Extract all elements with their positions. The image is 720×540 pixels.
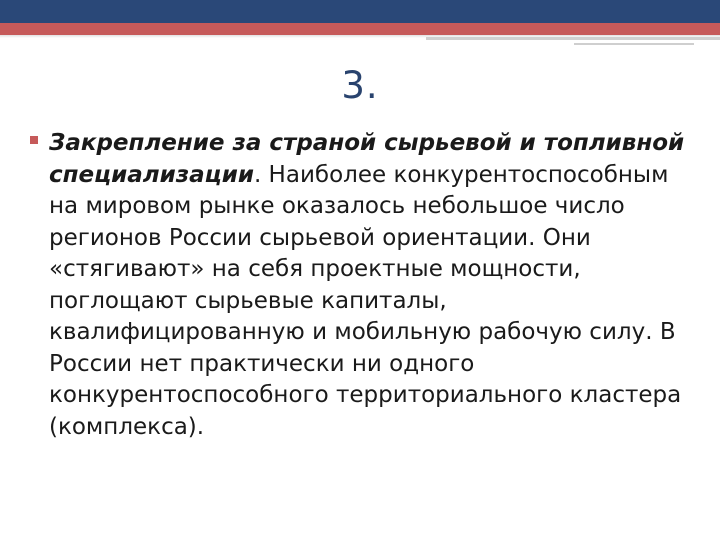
accent-stripe xyxy=(0,23,720,35)
decorative-line xyxy=(426,37,720,40)
bullet-icon xyxy=(30,136,38,144)
slide-title: 3. xyxy=(341,64,379,107)
bullet-emphasis: Закрепление за страной сырьевой и топливной специализации xyxy=(49,130,685,188)
header-band xyxy=(0,0,720,23)
slide-content xyxy=(30,128,702,443)
bullet-paragraph xyxy=(49,128,702,443)
bullet-text: . Наиболее конкурентоспособным на мировом рынке оказалось небольшое число регионов России сырьевой ориентации. Они «стягивают» на себя проектные мощности, поглощают сырьевые капиталы, квалифицированную и мобильную рабочую силу. В России нет практически ни одного конкурентоспособного территориального кластера (комплекса). xyxy=(49,161,682,440)
decorative-line-short xyxy=(574,43,694,45)
